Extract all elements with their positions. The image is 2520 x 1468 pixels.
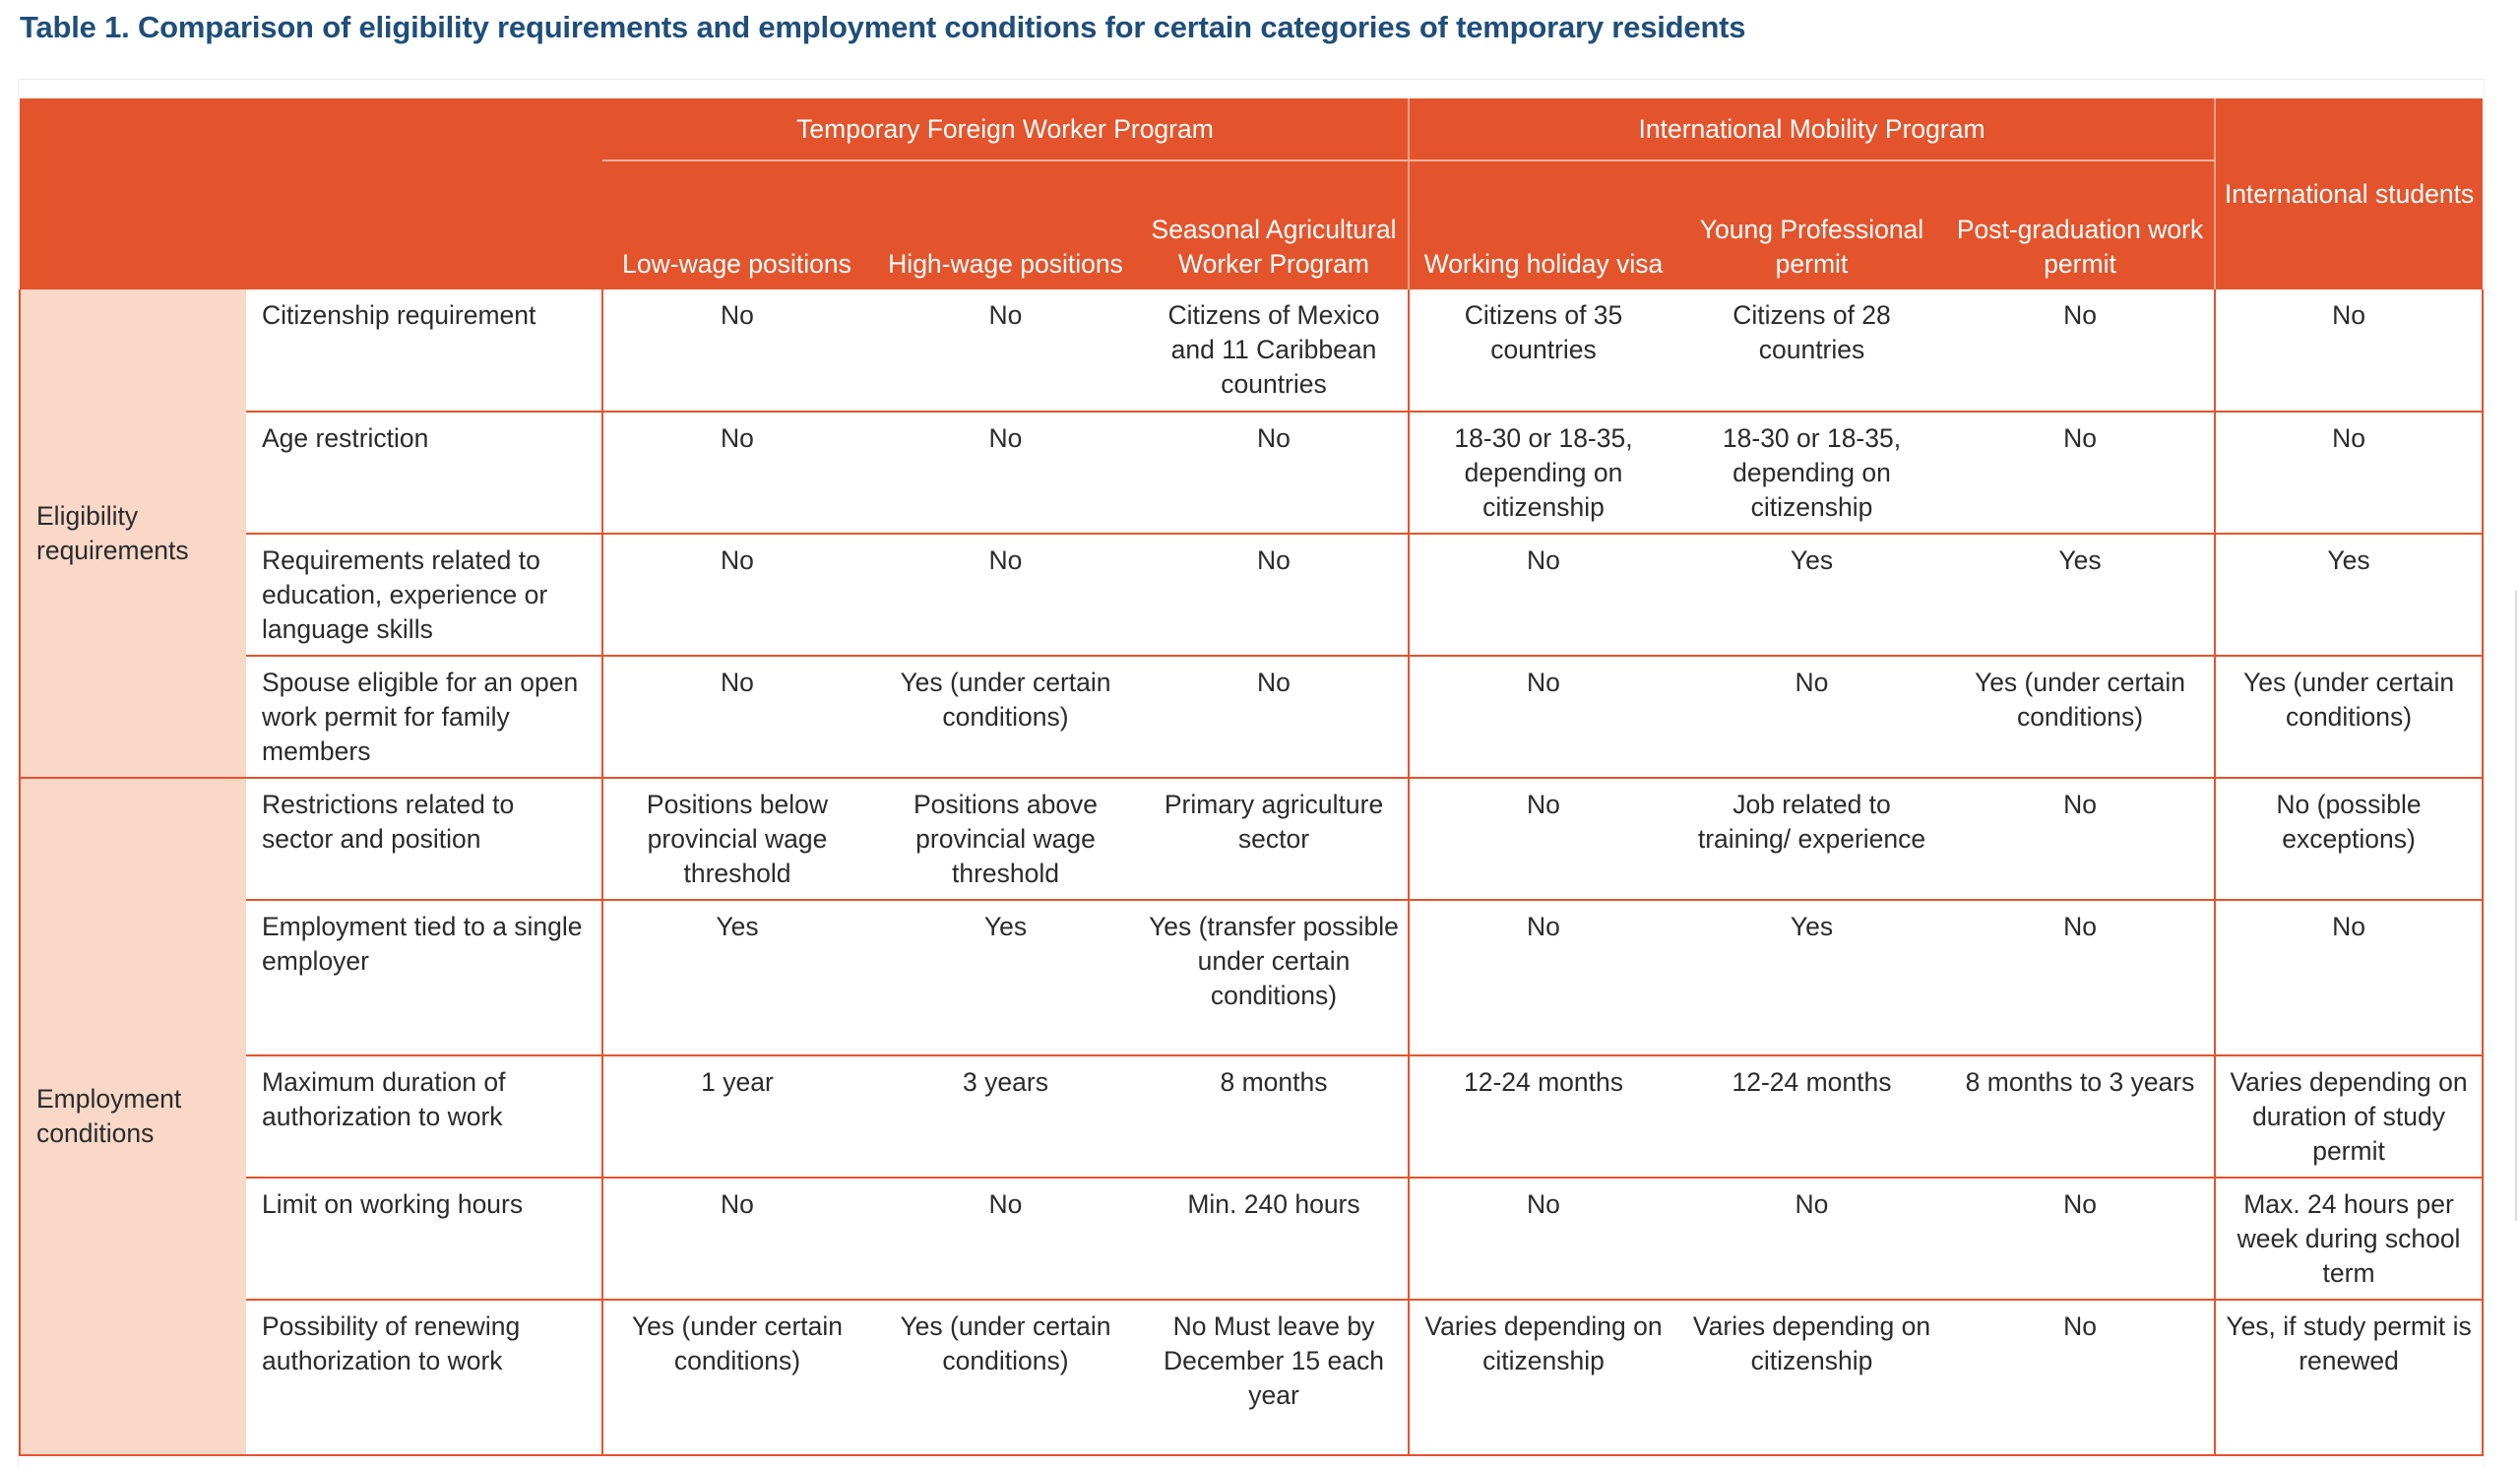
table-cell: Yes xyxy=(1677,900,1946,1055)
table-cell: 12-24 months xyxy=(1409,1055,1677,1178)
table-cell: Primary agriculture sector xyxy=(1140,778,1409,900)
header-post-graduation: Post-graduation work permit xyxy=(1946,160,2215,289)
table-cell: No xyxy=(1409,656,1677,778)
header-young-professional: Young Professional permit xyxy=(1677,160,1946,289)
table-cell: No xyxy=(1677,1178,1946,1300)
table-cell: No xyxy=(2215,412,2483,534)
row-criterion: Restrictions related to sector and position xyxy=(246,778,602,900)
table-title: Table 1. Comparison of eligibility requirements and employment conditions for certain categories of temporary residents xyxy=(20,10,1746,44)
table-cell: No xyxy=(602,412,871,534)
table-cell: No xyxy=(1946,1178,2215,1300)
table-cell: No xyxy=(1946,412,2215,534)
table-cell: No xyxy=(1140,656,1409,778)
table-cell: Yes (under certain conditions) xyxy=(871,656,1140,778)
header-group-imp: International Mobility Program xyxy=(1409,98,2215,160)
table-cell: Varies depending on citizenship xyxy=(1409,1300,1677,1455)
table-cell: Citizens of 28 countries xyxy=(1677,289,1946,412)
table-cell: No xyxy=(871,1178,1140,1300)
table-cell: 8 months to 3 years xyxy=(1946,1055,2215,1178)
table-cell: Yes xyxy=(1946,534,2215,656)
table-cell: No xyxy=(602,1178,871,1300)
table-row xyxy=(20,1055,2483,1178)
table-cell: Job related to training/ experience xyxy=(1677,778,1946,900)
table-cell: Yes, if study permit is renewed xyxy=(2215,1300,2483,1455)
row-criterion: Citizenship requirement xyxy=(246,289,602,412)
table-cell: 3 years xyxy=(871,1055,1140,1178)
table-cell: No xyxy=(1140,534,1409,656)
section-label-eligibility: Eligibility requirements xyxy=(20,289,246,778)
header-group-tfwp: Temporary Foreign Worker Program xyxy=(602,98,1409,160)
header-high-wage: High-wage positions xyxy=(871,160,1140,289)
table-row xyxy=(20,778,2483,900)
table-row xyxy=(20,534,2483,656)
table-cell: Citizens of Mexico and 11 Caribbean countries xyxy=(1140,289,1409,412)
table-cell: Varies depending on duration of study permit xyxy=(2215,1055,2483,1178)
header-group-row xyxy=(20,98,2483,160)
section-label-employment: Employment conditions xyxy=(20,778,246,1455)
table-cell: No xyxy=(1946,289,2215,412)
table-cell: 18-30 or 18-35, depending on citizenship xyxy=(1409,412,1677,534)
row-criterion: Limit on working hours xyxy=(246,1178,602,1300)
table-cell: Min. 240 hours xyxy=(1140,1178,1409,1300)
row-criterion: Age restriction xyxy=(246,412,602,534)
table-cell: Varies depending on citizenship xyxy=(1677,1300,1946,1455)
header-working-holiday: Working holiday visa xyxy=(1409,160,1677,289)
row-criterion: Requirements related to education, experience or language skills xyxy=(246,534,602,656)
table-cell: 12-24 months xyxy=(1677,1055,1946,1178)
table-cell: No xyxy=(1946,1300,2215,1455)
table-cell: No xyxy=(1946,900,2215,1055)
table-cell: No xyxy=(1409,900,1677,1055)
table-cell: Citizens of 35 countries xyxy=(1409,289,1677,412)
table-cell: No xyxy=(2215,289,2483,412)
header-low-wage: Low-wage positions xyxy=(602,160,871,289)
table-cell: Yes (under certain conditions) xyxy=(2215,656,2483,778)
table-cell: Yes xyxy=(602,900,871,1055)
header-corner xyxy=(20,98,602,289)
table-cell: No xyxy=(871,412,1140,534)
table-row xyxy=(20,289,2483,412)
table-cell: Yes (under certain conditions) xyxy=(602,1300,871,1455)
table-row xyxy=(20,1300,2483,1455)
table-cell: No xyxy=(2215,900,2483,1055)
table-cell: No xyxy=(1946,778,2215,900)
table-cell: No xyxy=(1677,656,1946,778)
table-cell: No xyxy=(1409,534,1677,656)
table-cell: Yes (under certain conditions) xyxy=(1946,656,2215,778)
table-cell: No xyxy=(1409,1178,1677,1300)
table-cell: Yes xyxy=(2215,534,2483,656)
comparison-table xyxy=(19,98,2484,1456)
table-cell: No xyxy=(1140,412,1409,534)
scrollbar-track[interactable] xyxy=(2515,591,2517,1221)
table-cell: No xyxy=(871,289,1140,412)
table-cell: Yes xyxy=(871,900,1140,1055)
table-cell: No (possible exceptions) xyxy=(2215,778,2483,900)
table-cell: Max. 24 hours per week during school term xyxy=(2215,1178,2483,1300)
row-criterion: Maximum duration of authorization to work xyxy=(246,1055,602,1178)
table-row xyxy=(20,412,2483,534)
table-cell: Yes xyxy=(1677,534,1946,656)
row-criterion: Spouse eligible for an open work permit for family members xyxy=(246,656,602,778)
row-criterion: Employment tied to a single employer xyxy=(246,900,602,1055)
header-seasonal-agricultural: Seasonal Agricultural Worker Program xyxy=(1140,160,1409,289)
row-criterion: Possibility of renewing authorization to work xyxy=(246,1300,602,1455)
table-cell: No xyxy=(1409,778,1677,900)
table-row xyxy=(20,656,2483,778)
table-cell: No Must leave by December 15 each year xyxy=(1140,1300,1409,1455)
table-cell: 1 year xyxy=(602,1055,871,1178)
table-cell: Positions below provincial wage threshold xyxy=(602,778,871,900)
table-cell: Yes (transfer possible under certain conditions) xyxy=(1140,900,1409,1055)
table-cell: Positions above provincial wage threshold xyxy=(871,778,1140,900)
table-cell: No xyxy=(602,534,871,656)
table-row xyxy=(20,1178,2483,1300)
table-cell: 18-30 or 18-35, depending on citizenship xyxy=(1677,412,1946,534)
table-cell: No xyxy=(871,534,1140,656)
header-international-students: International students xyxy=(2215,98,2483,289)
table-cell: No xyxy=(602,289,871,412)
table-cell: No xyxy=(602,656,871,778)
table-cell: 8 months xyxy=(1140,1055,1409,1178)
table-row xyxy=(20,900,2483,1055)
table-cell: Yes (under certain conditions) xyxy=(871,1300,1140,1455)
